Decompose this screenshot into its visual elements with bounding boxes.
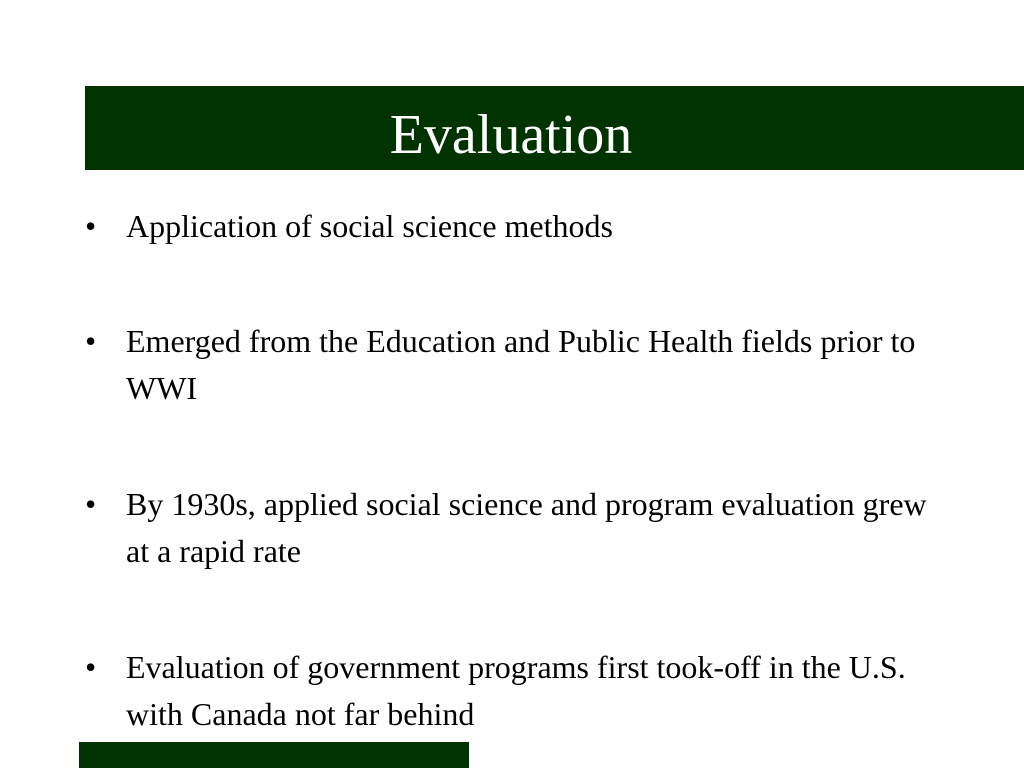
slide-title: Evaluation — [389, 104, 633, 166]
bullet-icon: • — [85, 486, 97, 522]
bullet-item — [85, 318, 945, 412]
bullet-item — [85, 481, 945, 575]
bullet-text: Application of social science methods — [126, 208, 613, 244]
bullet-text: By 1930s, applied social science and program evaluation grew at a rapid rate — [126, 486, 927, 569]
bullet-text: Evaluation of government programs first took-off in the U.S. with Canada not far behind — [126, 649, 906, 732]
title-bar — [85, 86, 1024, 170]
footer-bar — [79, 742, 469, 768]
bullet-icon: • — [85, 208, 97, 244]
bullet-icon: • — [85, 323, 97, 359]
bullet-text: Emerged from the Education and Public Health fields prior to WWI — [126, 323, 916, 406]
bullet-icon: • — [85, 649, 97, 685]
bullet-item — [85, 644, 945, 738]
bullet-item — [85, 203, 945, 250]
